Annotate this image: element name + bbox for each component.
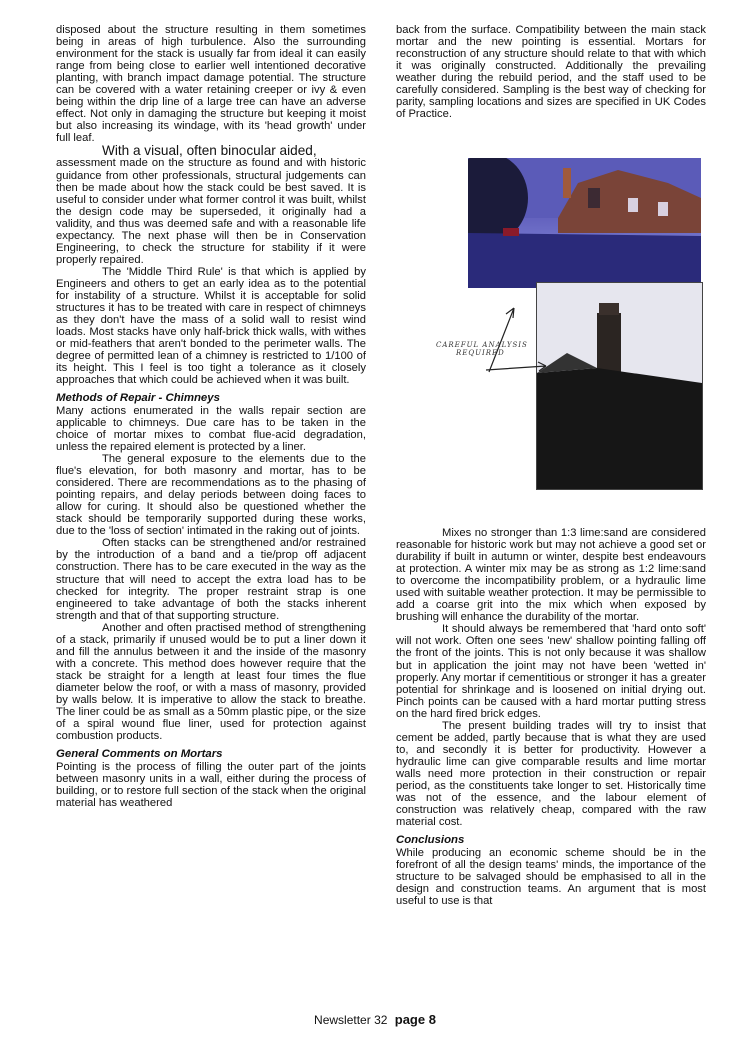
right-column-bottom	[396, 527, 706, 907]
street-photo	[468, 158, 701, 288]
annotation-line: CAREFUL ANALYSIS	[436, 341, 528, 349]
annotation-line: REQUIRED	[456, 349, 505, 357]
page-number: page 8	[394, 1012, 436, 1027]
section-heading-chimneys: Methods of Repair - Chimneys	[56, 392, 220, 405]
paragraph: Another and often practised method of strengthening of a stack, primarily if unused would be to put a liner down it and fill the annulus between it and the inside of the masonry with a concrete. This method does however require that the stack be straight for a length at least four times the flue diameter below the roof, or with a mass of masonry, provided by walls below. It is imperative to allow the stack to breathe. The liner could be as small as a 50mm plastic pipe, or the size of a spiral wound flue liner, used for protection against combustion products.	[56, 621, 366, 743]
section-heading-conclusions: Conclusions	[396, 834, 465, 847]
paragraph: While producing an economic scheme should be in the forefront of all the design teams' minds, the importance of the structure to be salvaged should be emphasised to all in the design and construction teams. An argument that is most useful to use is that	[396, 846, 706, 907]
paragraph: disposed about the structure resulting in them sometimes being in areas of high turbulence. Also the surrounding environment for the stack is usually far from ideal it can easily range from being close to earlier well intentioned decorative planting, with branch impact damage potential. The structure can be covered with a water retaining creeper or ivy & even being within the drip line of a large tree can have an adverse effect. Not only in damaging the structure but keeping it moist but also increasing its windage, with its 'head growth' under full leaf.	[56, 24, 366, 145]
left-column	[56, 24, 366, 809]
paragraph: Mixes no stronger than 1:3 lime:sand are considered reasonable for historic work but may not achieve a good set or durability if built in autumn or winter, despite best endeavours at protection. A winter mix may be as strong as 1:2 lime:sand to overcome the incompatibility problem, or a hydraulic lime used with suitable weather protection. It may be permissible to add a coarse grit into the mix which when exposed by brushing will enhance the durability of the mortar.	[396, 527, 706, 624]
paragraph-lead: With a visual, often binocular aided,	[102, 143, 317, 159]
paragraph: Many actions enumerated in the walls repair section are applicable to chimneys. Due care has to be taken in the choice of mortar mixes to combat flue-acid degradation, unless the repaired element is protected by a liner.	[56, 404, 366, 453]
paragraph: back from the surface. Compatibility between the main stack mortar and the new pointing is essential. Mortars for reconstruction of any structure should relate to that with which it was originally constructed. Additionally the prevailing weather during the rebuild period, and the staff used to be carefully considered. Sampling is the best way of checking for parity, sampling locations and sizes are specified in UK Codes of Practice.	[396, 24, 706, 121]
photo-figure	[424, 158, 704, 490]
newsletter-label: Newsletter 32	[314, 1013, 388, 1027]
paragraph: It should always be remembered that 'hard onto soft' will not work. Often one sees 'new' shallow pointing falling off the front of the joints. This is not only because it was shallow but in application the joint may not have been 'wetted in' properly. Any mortar if cementitious or stronger it has a greater potential for shrinkage and is loosened on initial drying out. Pinch points can be caused with a hard mortar putting stress on the hard fired brick edges.	[396, 623, 706, 720]
annotation-arrow-icon	[484, 358, 554, 378]
paragraph: assessment made on the structure as found and with historic guidance from other professionals, structural judgements can then be made about how the stack could be best saved. It is useful to consider under what former control it was built, whilst the design code may be superseded, it originally had a validity, and thus was deemed safe and with a reasonable life expectancy. The next phase will then be in Conservation Engineering, to check the structure for stability if it were properly repaired.	[56, 157, 366, 266]
paragraph: The present building trades will try to insist that cement be added, partly because that is what they are used to, and secondly it is better for productivity. However a hydraulic lime can give comparable results and lime mortar walls need more protection in their construction or repair period, as the constituents take longer to set. Historically time was not of the essence, and the labour element of construction was relatively cheap, compared with the raw material cost.	[396, 719, 706, 829]
section-heading-mortars: General Comments on Mortars	[56, 748, 223, 761]
paragraph: Often stacks can be strengthened and/or restrained by the introduction of a band and a tie/prop off adjacent construction. There has to be care executed in the way as the structure that will need to accept the extra load has to be checked for integrity. The proper restraint strap is one engineered to take advantage of both the stacks inherent strength and that of that supporting structure.	[56, 537, 366, 622]
paragraph: The general exposure to the elements due to the flue's elevation, for both masonry and mortar, has to be considered. There are recommendations as to the phasing of pointing repairs, and delay periods between doing faces to allow for curing. It should also be questioned whether the stack should be temporarily supported during these works, due to the 'loss of section' intimated in the raking out of joints.	[56, 453, 366, 538]
right-column-top	[396, 24, 706, 120]
chimney-photo	[536, 282, 703, 490]
paragraph: Pointing is the process of filling the outer part of the joints between masonry units in a wall, either during the process of building, or to restore full section of the stack when the original material has weathered	[56, 760, 366, 809]
page-footer	[0, 1012, 750, 1027]
paragraph: The 'Middle Third Rule' is that which is applied by Engineers and others to get an early idea as to the potential for instability of a structure. Whilst it is acceptable for solid structures it has to be treated with care in respect of chimneys as they don't have the mass of a solid wall to resist wind loads. Most stacks have only half-brick thick walls, with withes or mid-feathers that aren't bonded to the perimeter walls. The degree of permitted lean of a chimney is restricted to 1/100 of its height. This I feel is too tight a tolerance as it closely approaches that which could be achieved when it was built.	[56, 265, 366, 387]
figure-annotation	[436, 341, 546, 357]
